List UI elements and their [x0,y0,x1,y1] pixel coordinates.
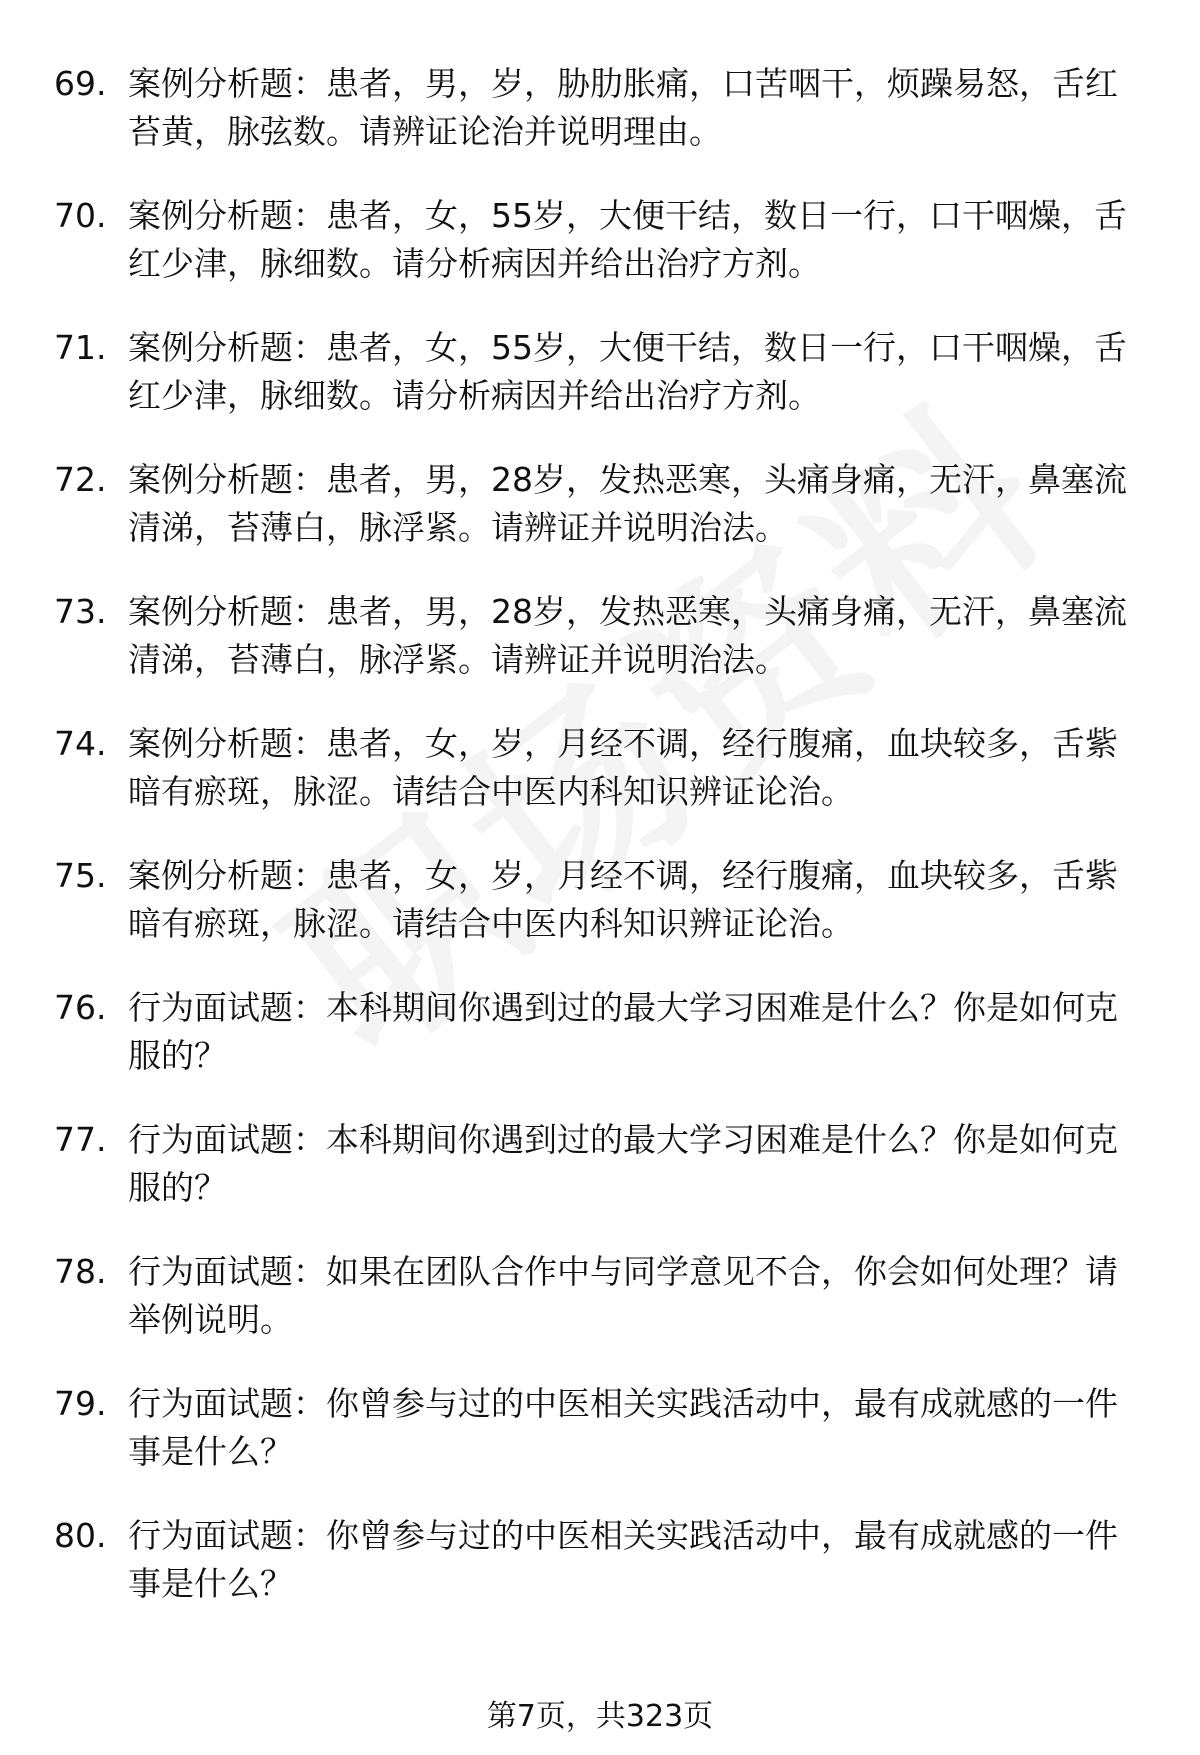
question-item [54,984,1154,1116]
question-number: 74. [54,724,107,763]
question-item [54,1380,1154,1512]
question-number: 75. [54,856,107,895]
question-item [54,720,1154,852]
question-item [54,60,1154,192]
question-text: 案例分析题：患者，男，岁，胁肋胀痛，口苦咽干，烦躁易怒，舌红苔黄，脉弦数。请辨证论治并说明理由。 [128,64,1118,151]
question-text: 案例分析题：患者，男，28岁，发热恶寒，头痛身痛，无汗，鼻塞流清涕，苔薄白，脉浮紧。请辨证并说明治法。 [128,592,1127,679]
question-number: 76. [54,988,107,1027]
question-item [54,1116,1154,1248]
question-item [54,588,1154,720]
question-text: 案例分析题：患者，女，55岁，大便干结，数日一行，口干咽燥，舌红少津，脉细数。请分析病因并给出治疗方剂。 [128,328,1127,415]
question-text: 行为面试题：本科期间你遇到过的最大学习困难是什么？你是如何克服的？ [128,1120,1118,1207]
question-number: 78. [54,1252,107,1291]
question-number: 71. [54,328,107,367]
question-text: 行为面试题：你曾参与过的中医相关实践活动中，最有成就感的一件事是什么？ [128,1384,1118,1471]
question-item [54,1512,1154,1644]
question-text: 案例分析题：患者，女，55岁，大便干结，数日一行，口干咽燥，舌红少津，脉细数。请分析病因并给出治疗方剂。 [128,196,1127,283]
question-text: 案例分析题：患者，女，岁，月经不调，经行腹痛，血块较多，舌紫暗有瘀斑，脉涩。请结合中医内科知识辨证论治。 [128,856,1118,943]
question-text: 案例分析题：患者，男，28岁，发热恶寒，头痛身痛，无汗，鼻塞流清涕，苔薄白，脉浮紧。请辨证并说明治法。 [128,460,1127,547]
question-number: 72. [54,460,107,499]
question-item [54,192,1154,324]
question-text: 案例分析题：患者，女，岁，月经不调，经行腹痛，血块较多，舌紫暗有瘀斑，脉涩。请结合中医内科知识辨证论治。 [128,724,1118,811]
question-list [54,60,1154,1644]
question-number: 70. [54,196,107,235]
question-item [54,852,1154,984]
question-item [54,324,1154,456]
question-item [54,456,1154,588]
question-text: 行为面试题：你曾参与过的中医相关实践活动中，最有成就感的一件事是什么？ [128,1516,1118,1603]
question-number: 79. [54,1384,107,1423]
question-number: 77. [54,1120,107,1159]
question-item [54,1248,1154,1380]
question-text: 行为面试题：如果在团队合作中与同学意见不合，你会如何处理？请举例说明。 [128,1252,1118,1339]
question-number: 69. [54,64,107,103]
page-footer: 第7页，共323页 [486,1699,714,1734]
question-text: 行为面试题：本科期间你遇到过的最大学习困难是什么？你是如何克服的？ [128,988,1118,1075]
question-number: 73. [54,592,107,631]
question-number: 80. [54,1516,107,1555]
